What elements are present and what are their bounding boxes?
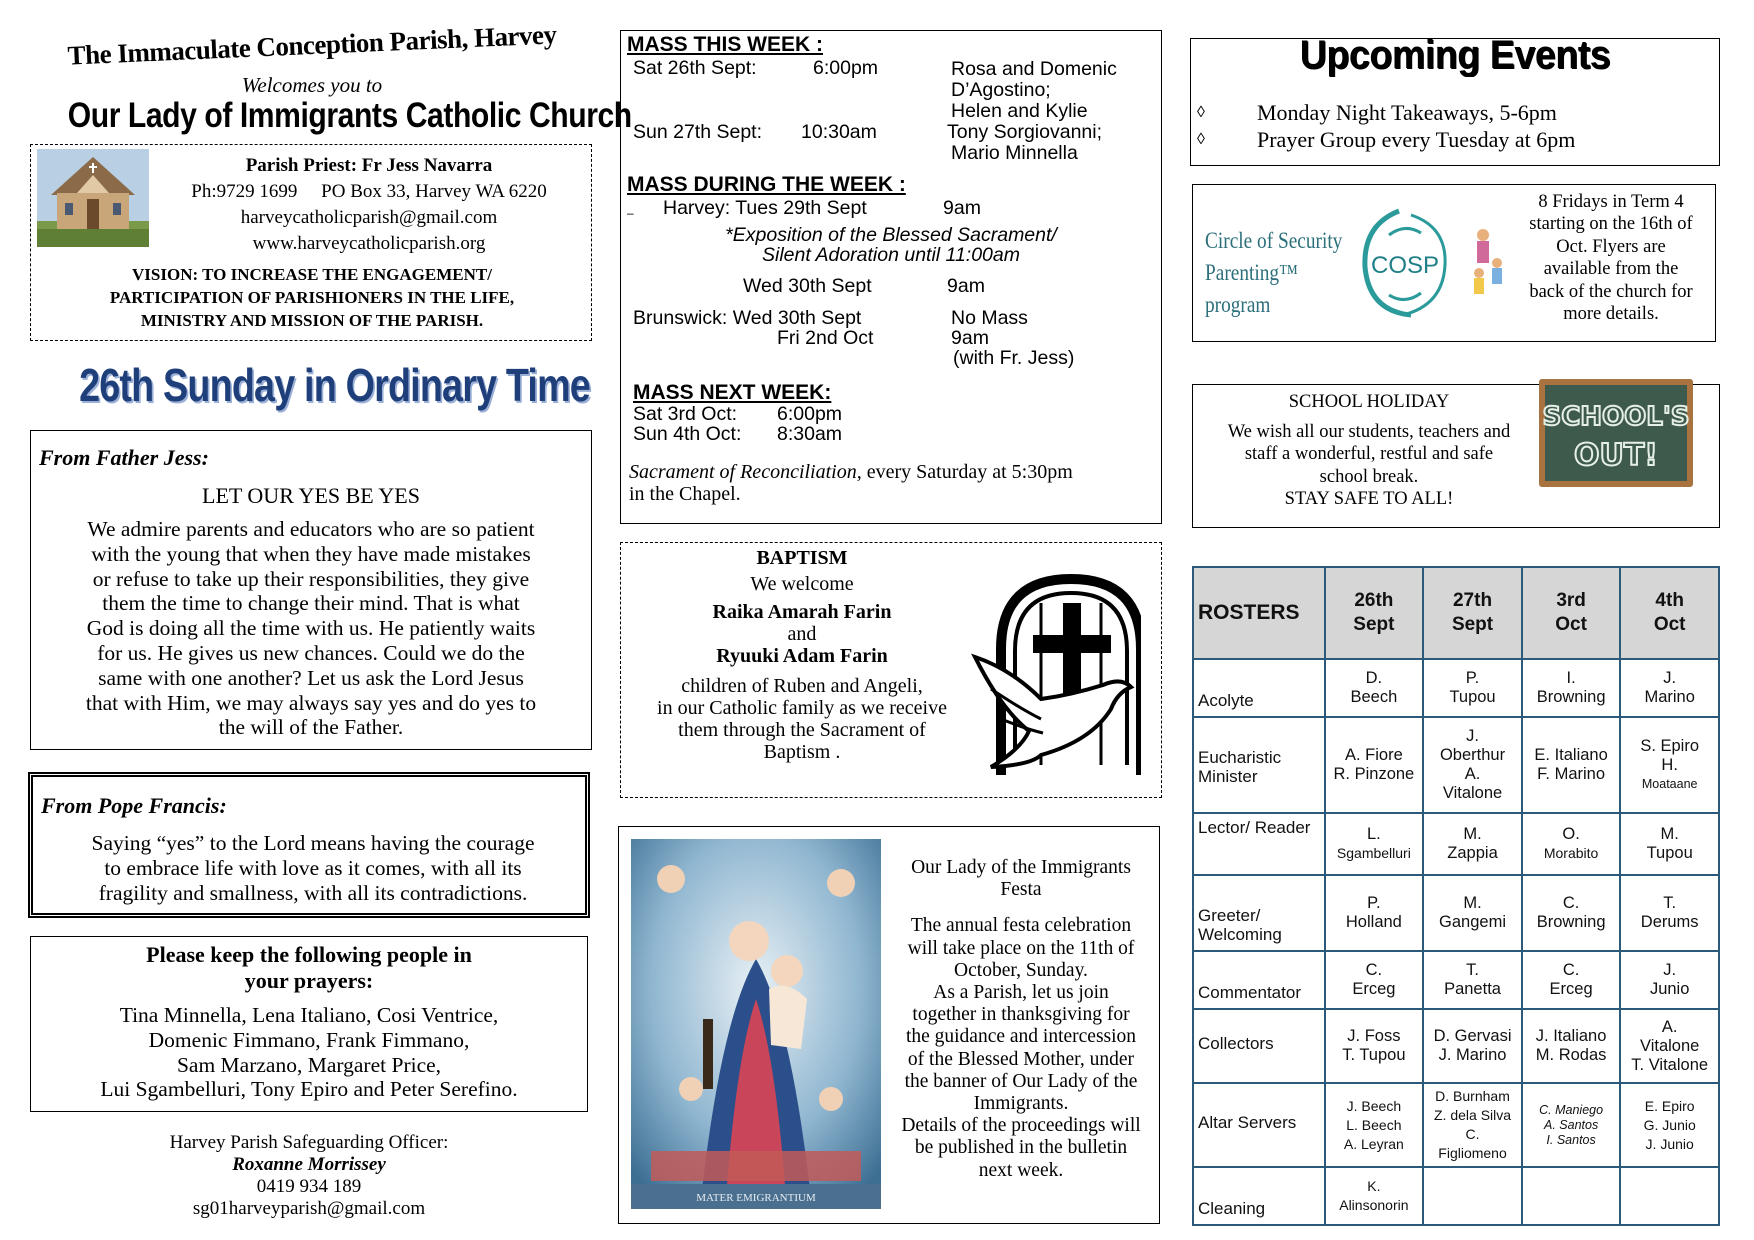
intention-line: Mario Minnella <box>951 142 1078 164</box>
dove-window-icon <box>971 569 1141 775</box>
cell-line: Beech <box>1350 688 1398 706</box>
message-line: We admire parents and educators who are so patient <box>87 517 535 541</box>
cell-line: D. <box>1365 669 1383 687</box>
date-day: 4th <box>1655 590 1684 611</box>
diamond-bullet-icon: ◊ <box>1197 104 1205 121</box>
safeguarding-label: Harvey Parish Safeguarding Officer: <box>169 1132 449 1153</box>
father-jess-box <box>30 430 592 750</box>
baptism-line: children of Ruben and Angeli, <box>681 675 923 697</box>
roster-cell <box>1423 951 1522 1009</box>
roster-cell <box>1325 951 1424 1009</box>
baptism-welcome: We welcome <box>750 573 854 595</box>
reconciliation-note <box>629 461 1155 505</box>
table-row <box>1193 1083 1719 1167</box>
friday-time: 9am <box>951 327 989 349</box>
baptism-line: in our Catholic family as we receive <box>657 697 947 719</box>
festa-line: together in thanksgiving for <box>912 1004 1130 1026</box>
roster-role: Acolyte <box>1193 659 1325 717</box>
brunswick-wednesday-note: No Mass <box>951 307 1028 329</box>
cell-line: Holland <box>1345 913 1402 931</box>
cell-line: T. Vitalone <box>1631 1055 1709 1074</box>
roster-cell <box>1423 1009 1522 1083</box>
cosp-box <box>1192 184 1716 342</box>
cell-line: Oberthur <box>1439 746 1506 764</box>
roster-cell <box>1325 717 1424 813</box>
vision-line: VISION: TO INCREASE THE ENGAGEMENT/ <box>132 265 492 284</box>
roster-cell <box>1423 1167 1522 1225</box>
festa-line: The annual festa celebration <box>910 915 1132 937</box>
cell-line: M. Rodas <box>1535 1046 1607 1064</box>
cell-line: H. <box>1661 755 1678 774</box>
cell-line: L. Beech <box>1346 1116 1402 1133</box>
quote-line: fragility and smallness, with all its contradictions. <box>98 880 528 905</box>
cosp-detail-line: back of the church for <box>1529 281 1693 302</box>
cell-line: Z. dela Silva <box>1434 1107 1512 1123</box>
roster-cell <box>1423 717 1522 813</box>
vision-line: PARTICIPATION OF PARISHIONERS IN THE LIFE, <box>109 288 515 307</box>
quote-line: Saying “yes” to the Lord means having the courage <box>91 831 535 855</box>
message-line: God is doing all the time with us. He patiently waits <box>86 616 536 641</box>
roster-date <box>1522 567 1621 659</box>
mater-emigrantium-image <box>631 839 881 1209</box>
cell-line: Browning <box>1536 913 1606 931</box>
table-row <box>1193 717 1719 813</box>
schools-out-chalkboard-icon <box>1539 379 1693 487</box>
roster-role: Lector/ Reader <box>1193 813 1325 875</box>
cosp-logo-icon <box>1359 205 1451 321</box>
website-link[interactable]: www.harveycatholicparish.org <box>252 233 486 254</box>
pope-quote <box>43 831 583 905</box>
mass-during-week-heading: MASS DURING THE WEEK : <box>627 173 906 196</box>
festa-line: the banner of Our Lady of the <box>904 1070 1138 1092</box>
cell-line: D. Burnham <box>1435 1088 1510 1104</box>
contact-details <box>149 153 589 257</box>
bullet-mark: – <box>627 206 634 220</box>
next-saturday: Sat 3rd Oct: <box>633 403 738 425</box>
cell-line: Vitalone <box>1442 784 1503 802</box>
cell-line: C. <box>1465 1126 1480 1142</box>
phone-and-po-box <box>149 179 589 205</box>
roster-cell <box>1620 1083 1719 1167</box>
table-row <box>1193 659 1719 717</box>
table-row <box>1193 951 1719 1009</box>
po-box: PO Box 33, Harvey WA 6220 <box>321 181 547 202</box>
cell-line: M. <box>1660 825 1679 843</box>
table-row <box>1193 813 1719 875</box>
cell-line: M. <box>1463 894 1482 912</box>
cell-line: Gangemi <box>1439 913 1506 931</box>
event-item <box>1197 126 1717 153</box>
phone-number: Ph:9729 1699 <box>191 181 298 202</box>
sun-mass-label: Sun 27th Sept: <box>633 121 763 143</box>
roster-role: Greeter/ Welcoming <box>1193 875 1325 951</box>
wednesday-mass: Wed 30th Sept <box>743 275 872 297</box>
cosp-logo-text: COSP <box>1370 252 1440 279</box>
vision-line: MINISTRY AND MISSION OF THE PARISH. <box>140 311 484 330</box>
cell-line: E. Epiro <box>1644 1097 1695 1114</box>
roster-cell <box>1522 951 1621 1009</box>
roster-cell <box>1620 1009 1719 1083</box>
holiday-heading: SCHOOL HOLIDAY <box>1288 392 1450 412</box>
father-title: LET OUR YES BE YES <box>202 483 420 508</box>
cell-line: A. Fiore <box>1344 746 1403 764</box>
roster-cell <box>1522 813 1621 875</box>
festa-line: the guidance and intercession <box>905 1026 1137 1048</box>
cell-line: Moataane <box>1641 776 1698 791</box>
church-photo <box>37 149 149 247</box>
cosp-program-name <box>1205 225 1343 321</box>
mass-next-week-heading: MASS NEXT WEEK: <box>633 381 832 404</box>
date-day: 3rd <box>1556 590 1586 611</box>
cell-line: J. Marino <box>1438 1046 1507 1064</box>
table-row <box>1193 1009 1719 1083</box>
roster-cell <box>1620 1167 1719 1225</box>
events-title: Upcoming Events <box>1299 33 1611 77</box>
image-caption: MATER EMIGRANTIUM <box>696 1192 816 1204</box>
cell-line: T. Tupou <box>1342 1046 1406 1064</box>
roster-cell <box>1423 875 1522 951</box>
friday-mass: Fri 2nd Oct <box>777 327 874 349</box>
cell-line: I. Santos <box>1546 1132 1596 1147</box>
cell-line: Sgambelluri <box>1336 845 1411 861</box>
roster-header-row <box>1193 567 1719 659</box>
father-heading: From Father Jess: <box>39 445 209 470</box>
roster-cell <box>1423 1083 1522 1167</box>
cell-line: C. <box>1365 961 1383 979</box>
holiday-line: We wish all our students, teachers and <box>1227 422 1511 443</box>
intention-line: Tony Sorgiovanni; <box>947 121 1103 143</box>
festa-line: As a Parish, let us join <box>933 982 1109 1004</box>
baptism-and: and <box>787 623 817 645</box>
children-icon <box>1469 227 1507 303</box>
names-line: Lui Sgambelluri, Tony Epiro and Peter Serefino. <box>100 1077 518 1102</box>
cell-line: J. <box>1663 961 1677 979</box>
reconciliation-time: every Saturday at 5:30pm <box>861 461 1073 483</box>
roster-role: Cleaning <box>1193 1167 1325 1225</box>
cosp-detail-line: Oct. Flyers are <box>1556 236 1666 257</box>
cell-line: P. <box>1465 669 1480 687</box>
baptism-text <box>625 547 979 763</box>
cosp-line: Circle of Security <box>1205 228 1343 253</box>
baptism-box <box>620 542 1162 798</box>
cosp-details <box>1509 191 1713 325</box>
date-month: Oct <box>1653 614 1686 635</box>
cell-line: J. Beech <box>1346 1097 1402 1114</box>
names-line: Tina Minnella, Lena Italiano, Cosi Ventrice, <box>119 1003 499 1027</box>
upcoming-events-box <box>1190 33 1720 166</box>
cell-line: J. Italiano <box>1535 1027 1607 1045</box>
cosp-line: program <box>1205 292 1271 317</box>
prayers-box <box>30 936 588 1112</box>
reconciliation-place: in the Chapel. <box>629 483 741 505</box>
date-month: Oct <box>1555 614 1587 635</box>
baptism-name: Raika Amarah Farin <box>712 601 892 623</box>
roster-cell <box>1522 1167 1621 1225</box>
cell-line: Erceg <box>1549 980 1593 998</box>
sat-mass-label: Sat 26th Sept: <box>633 57 757 79</box>
festa-title: Festa <box>1000 879 1042 901</box>
harvey-tuesday-mass: Harvey: Tues 29th Sept <box>663 197 867 219</box>
message-line: that with Him, we may always say yes and do yes to <box>85 690 537 715</box>
mass-this-week-heading: MASS THIS WEEK : <box>627 33 824 56</box>
festa-line: of the Blessed Mother, under <box>907 1048 1135 1070</box>
intention-line: D’Agostino; <box>951 79 1051 101</box>
cell-line: J. <box>1663 669 1677 687</box>
festa-line: October, Sunday. <box>954 959 1088 981</box>
message-line: the will of the Father. <box>218 715 404 740</box>
roster-cell <box>1522 1083 1621 1167</box>
wednesday-time: 9am <box>947 275 985 297</box>
festa-line: be published in the bulletin <box>914 1137 1128 1159</box>
event-item <box>1197 99 1717 126</box>
exposition-line: *Exposition of the Blessed Sacrament/ <box>725 224 1057 246</box>
roster-role: Collectors <box>1193 1009 1325 1083</box>
date-month: Sept <box>1353 614 1395 635</box>
roster-cell <box>1522 659 1621 717</box>
roster-role: Eucharistic Minister <box>1193 717 1325 813</box>
roster-cell <box>1620 875 1719 951</box>
parish-priest: Parish Priest: Fr Jess Navarra <box>245 155 493 176</box>
roster-cell <box>1325 1083 1424 1167</box>
intention-line: Helen and Kylie <box>951 100 1088 122</box>
sat-mass-intentions <box>951 59 1117 122</box>
festa-line: next week. <box>978 1159 1064 1181</box>
roster-cell <box>1325 813 1424 875</box>
school-holiday-text <box>1197 391 1541 510</box>
festa-title: Our Lady of the Immigrants <box>911 857 1131 878</box>
next-saturday-time: 6:00pm <box>777 403 843 425</box>
roster-cell <box>1522 717 1621 813</box>
next-sunday-time: 8:30am <box>777 423 843 445</box>
cell-line: A. <box>1464 765 1481 783</box>
event-text: Monday Night Takeaways, 5-6pm <box>1257 100 1557 125</box>
message-line: same with one another? Let us ask the Lord Jesus <box>98 665 524 690</box>
message-line: or refuse to take up their responsibilities, they give <box>92 566 530 591</box>
cell-line: A. <box>1661 1017 1678 1036</box>
cell-line: C. <box>1562 894 1580 912</box>
roster-cell <box>1620 813 1719 875</box>
safeguarding-phone: 0419 934 189 <box>256 1176 362 1197</box>
cell-line: K. <box>1367 1178 1381 1194</box>
sun-mass-time: 10:30am <box>801 121 877 143</box>
baptism-line: Baptism . <box>763 741 841 763</box>
reconciliation-title: Sacrament of Reconciliation, <box>629 461 862 483</box>
events-list <box>1197 99 1717 153</box>
cell-line: S. Epiro <box>1640 736 1700 755</box>
cell-line: E. Italiano <box>1534 746 1608 764</box>
cell-line: Figliomeno <box>1438 1145 1507 1161</box>
date-month: Sept <box>1451 614 1494 635</box>
cell-line: Alinsonorin <box>1339 1197 1409 1213</box>
event-text: Prayer Group every Tuesday at 6pm <box>1257 127 1576 152</box>
roster-cell <box>1423 813 1522 875</box>
roster-cell <box>1423 659 1522 717</box>
mass-times-box <box>620 30 1162 524</box>
intention-line: Rosa and Domenic <box>951 58 1117 80</box>
next-sunday: Sun 4th Oct: <box>633 423 742 445</box>
date-day: 27th <box>1452 590 1493 611</box>
sunday-title: 26th Sunday in Ordinary Time <box>79 359 590 411</box>
roster-role: Commentator <box>1193 951 1325 1009</box>
festa-line: Immigrants. <box>973 1093 1069 1115</box>
exposition-line: Silent Adoration until 11:00am <box>762 244 1020 266</box>
cell-line: J. Junio <box>1645 1135 1694 1152</box>
roster-role: Altar Servers <box>1193 1083 1325 1167</box>
festa-text <box>887 857 1155 1182</box>
parish-name: The Immaculate Conception Parish, Harvey <box>66 19 557 71</box>
heading-line: Please keep the following people in <box>146 942 472 967</box>
cell-line: D. Gervasi <box>1433 1027 1512 1045</box>
roster-cell <box>1325 659 1424 717</box>
safeguarding-officer <box>30 1132 588 1220</box>
prayer-names <box>31 1003 587 1102</box>
cosp-detail-line: starting on the 16th of <box>1529 214 1693 235</box>
roster-cell <box>1522 1009 1621 1083</box>
roster-cell <box>1620 717 1719 813</box>
cell-line: Browning <box>1536 688 1606 706</box>
sat-mass-time: 6:00pm <box>813 57 879 79</box>
names-line: Sam Marzano, Margaret Price, <box>176 1052 442 1077</box>
email-link[interactable]: harveycatholicparish@gmail.com <box>240 207 498 228</box>
church-name: Our Lady of Immigrants Catholic Church <box>67 96 632 135</box>
cosp-detail-line: more details. <box>1563 304 1659 325</box>
cell-line: A. Santos <box>1544 1117 1599 1132</box>
festa-line: will take place on the 11th of <box>907 937 1135 959</box>
cell-line: Zappia <box>1447 844 1498 862</box>
friday-note: (with Fr. Jess) <box>953 347 1075 369</box>
baptism-heading: BAPTISM <box>756 547 848 569</box>
message-line: with the young that when they have made mistakes <box>91 541 531 566</box>
cell-line: R. Pinzone <box>1333 765 1415 783</box>
cell-line: J. Foss <box>1347 1027 1401 1045</box>
holiday-line: STAY SAFE TO ALL! <box>1284 488 1454 509</box>
exposition-note <box>621 225 1161 265</box>
pope-heading: From Pope Francis: <box>41 793 227 818</box>
cell-line: C. Maniego <box>1539 1102 1604 1117</box>
cell-line: T. <box>1466 961 1479 979</box>
heading-line: your prayers: <box>244 968 374 993</box>
roster-cell <box>1325 1009 1424 1083</box>
cell-line: Junio <box>1649 980 1690 998</box>
roster-cell <box>1325 1167 1424 1225</box>
cell-line: Vitalone <box>1640 1036 1700 1055</box>
brunswick-wednesday: Brunswick: Wed 30th Sept <box>633 307 862 329</box>
vision-statement <box>39 263 585 332</box>
quote-line: to embrace life with love as it comes, with all its <box>104 855 522 880</box>
names-line: Domenic Fimmano, Frank Fimmano, <box>148 1027 470 1052</box>
cosp-line: Parenting™ <box>1205 260 1298 285</box>
holiday-line: staff a wonderful, restful and safe <box>1244 444 1494 465</box>
festa-box <box>618 826 1160 1224</box>
cell-line: I. <box>1566 669 1576 687</box>
cell-line: F. Marino <box>1537 765 1606 783</box>
cosp-detail-line: 8 Fridays in Term 4 <box>1538 192 1684 212</box>
sun-mass-intentions <box>947 122 1102 164</box>
safeguarding-name: Roxanne Morrissey <box>232 1154 386 1175</box>
cell-line: Panetta <box>1444 980 1501 998</box>
cell-line: G. Junio <box>1643 1116 1696 1133</box>
message-line: them the time to change their mind. That is what <box>102 591 520 616</box>
table-row <box>1193 1167 1719 1225</box>
roster-cell <box>1522 875 1621 951</box>
cell-line: Erceg <box>1352 980 1396 998</box>
message-line: for us. He gives us new chances. Could we do the <box>97 640 525 665</box>
holiday-line: school break. <box>1319 466 1419 487</box>
baptism-line: them through the Sacrament of <box>678 719 926 741</box>
sign-text: OUT! <box>1573 438 1659 473</box>
cell-line: Morabito <box>1543 845 1599 861</box>
cell-line: C. <box>1562 961 1580 979</box>
school-holiday-box <box>1192 384 1720 528</box>
rosters-heading: ROSTERS <box>1193 567 1325 659</box>
cell-line: A. Leyran <box>1343 1135 1404 1152</box>
roster-cell <box>1325 875 1424 951</box>
cell-line: L. <box>1366 825 1381 843</box>
cell-line: T. <box>1663 894 1677 912</box>
rosters-table <box>1192 566 1720 1226</box>
cell-line: P. <box>1367 894 1381 912</box>
roster-cell <box>1620 659 1719 717</box>
cell-line: Tupou <box>1646 844 1693 862</box>
sign-text: SCHOOL'S <box>1542 402 1690 432</box>
cell-line: Marino <box>1644 688 1695 706</box>
cell-line: Derums <box>1640 913 1699 931</box>
cell-line: J. <box>1466 727 1479 745</box>
cosp-detail-line: available from the <box>1543 259 1679 280</box>
father-message <box>37 517 585 740</box>
roster-date <box>1620 567 1719 659</box>
welcome-text: Welcomes you to <box>241 73 383 97</box>
prayers-heading <box>31 942 587 994</box>
roster-cell <box>1620 951 1719 1009</box>
table-row <box>1193 875 1719 951</box>
cell-line: O. <box>1562 825 1580 843</box>
harvey-tuesday-time: 9am <box>943 197 981 219</box>
contact-box <box>30 144 592 341</box>
date-day: 26th <box>1354 590 1394 611</box>
baptism-name: Ryuuki Adam Farin <box>716 645 888 667</box>
roster-date <box>1325 567 1424 659</box>
pope-francis-box <box>28 772 590 918</box>
festa-line: Details of the proceedings will <box>901 1115 1141 1137</box>
cell-line: M. <box>1463 825 1482 843</box>
safeguarding-email[interactable]: sg01harveyparish@gmail.com <box>192 1198 426 1219</box>
cell-line: Tupou <box>1449 688 1496 706</box>
diamond-bullet-icon: ◊ <box>1197 131 1205 148</box>
roster-date <box>1423 567 1522 659</box>
